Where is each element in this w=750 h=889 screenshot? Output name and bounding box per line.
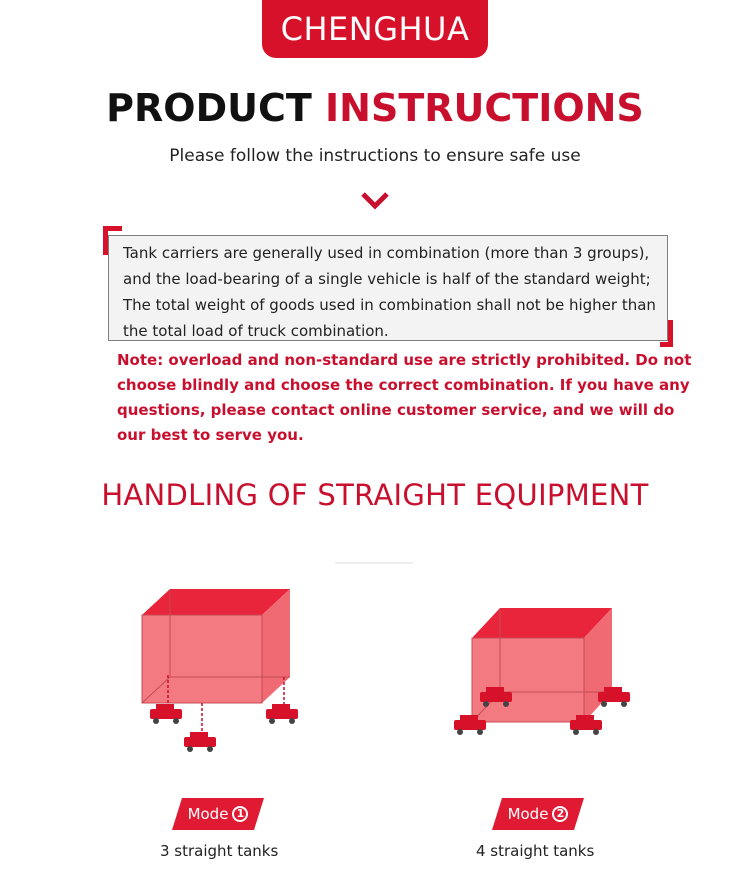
info-line: The total weight of goods used in combination shall not be higher than [123, 296, 656, 314]
page-subtitle: Please follow the instructions to ensure safe use [169, 146, 581, 166]
note-line: Note: overload and non-standard use are strictly prohibited. Do not [117, 351, 692, 369]
warning-note [117, 348, 692, 448]
note-line: our best to serve you. [117, 426, 304, 444]
mode-2-badge [492, 798, 584, 830]
info-line: the total load of truck combination. [123, 322, 389, 340]
mode-2-number: 2 [552, 806, 568, 822]
mode-1-badge [172, 798, 264, 830]
note-line: questions, please contact online customer service, and we will do [117, 401, 675, 419]
section-title: HANDLING OF STRAIGHT EQUIPMENT [101, 478, 649, 512]
mode-1-caption: 3 straight tanks [160, 842, 279, 860]
note-line: choose blindly and choose the correct combination. If you have any [117, 376, 690, 394]
brand-label: CHENGHUA [280, 10, 470, 48]
corner-accent-bottom-right [660, 320, 673, 347]
tank-carrier-icon [150, 704, 182, 724]
mode-1-label: Mode [187, 805, 229, 823]
info-box [108, 235, 668, 341]
info-line: and the load-bearing of a single vehicle is half of the standard weight; [123, 270, 651, 288]
mode-1-number: 1 [232, 806, 248, 822]
divider [335, 562, 413, 564]
tank-carrier-icon [266, 704, 298, 724]
info-line: Tank carriers are generally used in combination (more than 3 groups), [123, 244, 650, 262]
title-part-1: PRODUCT [106, 86, 312, 130]
chevron-down-icon [361, 192, 389, 214]
title-part-2: INSTRUCTIONS [325, 86, 644, 130]
tank-carrier-icon [184, 732, 216, 752]
page-title [0, 86, 750, 130]
mode-1-diagram [130, 585, 310, 760]
mode-2-label: Mode [507, 805, 549, 823]
mode-2-caption: 4 straight tanks [476, 842, 595, 860]
mode-2-diagram [450, 600, 640, 740]
brand-banner [262, 0, 488, 58]
